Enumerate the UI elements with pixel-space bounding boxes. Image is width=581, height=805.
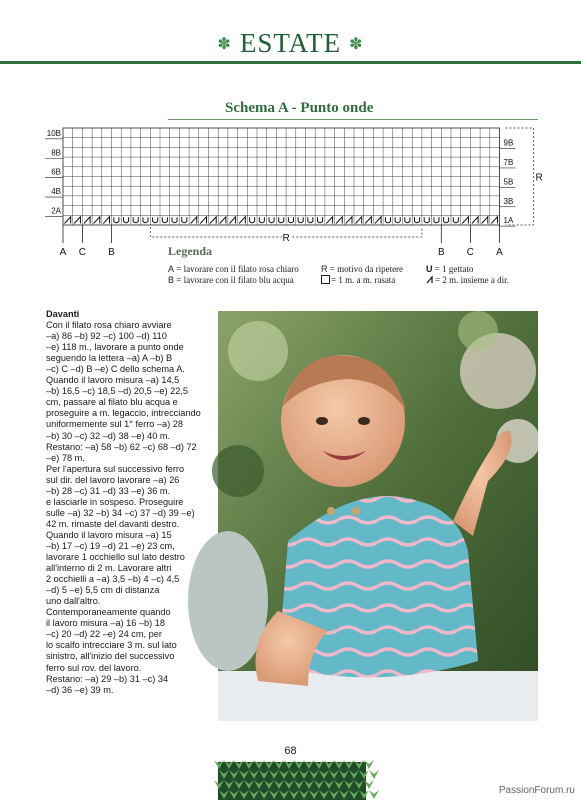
- flower-ornament-icon: ✽: [349, 35, 364, 53]
- text-line: Quando il lavoro misura –a) 14,5: [46, 375, 180, 386]
- legend-item: B = lavorare con il filato blu acqua: [168, 275, 294, 285]
- text-line: cm, passare al filato blu acqua e: [46, 397, 178, 408]
- row-label-left: 10B: [46, 128, 61, 138]
- size-label-right: A: [496, 247, 503, 258]
- row-label-right: 3B: [503, 196, 514, 206]
- text-line: –d) 5 –e) 5,5 cm di distanza: [46, 585, 160, 596]
- row-label-left: 8B: [51, 148, 61, 158]
- text-line: Per l'apertura sul successivo ferro: [46, 463, 185, 474]
- text-line: Con il filato rosa chiaro avviare: [46, 320, 172, 331]
- text-line: –b) 16,5 –c) 18,5 –d) 20,5 –e) 22,5: [46, 386, 188, 397]
- text-line: –d) 36 –e) 39 m.: [46, 684, 114, 695]
- stockinette-square-icon: [321, 275, 330, 284]
- page-header: [0, 0, 581, 66]
- size-label-right: B: [437, 247, 445, 258]
- text-line: Contemporaneamente quando: [46, 607, 171, 618]
- header-title: [0, 26, 581, 59]
- k2tog-icon: [426, 276, 435, 284]
- legend-item: R = motivo da ripetere: [321, 264, 404, 274]
- legend-item: A = lavorare con il filato rosa chiaro: [168, 264, 299, 274]
- section-title: ESTATE: [239, 28, 342, 59]
- text-line: –a) 86 –b) 92 –c) 100 –d) 110: [46, 331, 167, 342]
- repeat-label-bottom: R: [282, 233, 290, 244]
- instructions-heading: Davanti: [46, 309, 80, 319]
- text-line: proseguire a m. legaccio, intrecciando: [46, 408, 201, 419]
- header-rule: [0, 61, 581, 64]
- schema-title: Schema A - Punto onde: [225, 100, 374, 116]
- row-label-right: 1A: [503, 216, 514, 226]
- legend-item: U = 1 gettato: [426, 264, 474, 274]
- size-label-left: C: [78, 247, 87, 258]
- size-label-left: B: [108, 247, 115, 258]
- text-line: –b) 30 –c) 32 –d) 38 –e) 40 m.: [46, 430, 171, 441]
- size-label-right: C: [466, 247, 475, 258]
- row-label-right: 7B: [503, 157, 514, 167]
- watermark: PassionForum.ru: [498, 785, 575, 796]
- row-label-left: 4B: [51, 187, 61, 197]
- legend-item: = 2 m. insieme a dir.: [426, 275, 509, 285]
- text-line: sulle –a) 32 –b) 34 –c) 37 –d) 39 –e): [46, 507, 195, 518]
- row-label-right: 9B: [503, 138, 514, 148]
- legend-item: = 1 m. a m. rasata: [321, 275, 395, 285]
- text-line: 42 m. rimaste del davanti destro.: [46, 518, 180, 529]
- text-line: 2 occhielli a –a) 3,5 –b) 4 –c) 4,5: [46, 574, 180, 585]
- text-line: il lavoro misura –a) 16 –b) 18: [46, 618, 165, 629]
- repeat-label-right: R: [535, 172, 543, 184]
- text-line: lo scalfo intrecciare 3 m. sul lato: [46, 640, 177, 651]
- size-label-left: A: [59, 247, 67, 258]
- text-line: Restano: –a) 58 –b) 62 –c) 68 –d) 72: [46, 441, 197, 452]
- flower-ornament-icon: ✽: [217, 35, 232, 53]
- text-line: ferro sul rov. del lavoro.: [46, 662, 142, 673]
- text-line: uniformemente sul 1° ferro –a) 28: [46, 419, 183, 430]
- text-line: –c) 20 –d) 22 –e) 24 cm, per: [46, 629, 162, 640]
- text-line: sinistro, all'inizio del successivo: [46, 651, 175, 662]
- text-line: –b) 17 –c) 19 –d) 21 –e) 23 cm,: [46, 540, 175, 551]
- text-line: –c) C –d) B –e) C dello schema A.: [46, 364, 185, 375]
- legend-title: Legenda: [168, 244, 213, 258]
- row-label-right: 5B: [503, 177, 514, 187]
- text-line: –e) 118 m., lavorare a punto onde: [46, 342, 184, 353]
- text-line: –b) 28 –c) 31 –d) 33 –e) 36 m.: [46, 485, 171, 496]
- baby-photo: [218, 311, 538, 721]
- instructions-text: [46, 309, 212, 696]
- row-label-left: 6B: [51, 167, 61, 177]
- text-line: –e) 78 m.: [46, 452, 85, 463]
- text-line: Quando il lavoro misura –a) 15: [46, 529, 172, 540]
- text-line: seguendo la lettera –a) A –b) B: [46, 353, 173, 364]
- text-line: all'interno di 2 m. Lavorare altri: [46, 563, 172, 574]
- row-label-left: 2A: [51, 206, 61, 216]
- text-line: lavorare 1 occhiello sul lato destro: [46, 552, 185, 563]
- page-number: 68: [284, 745, 297, 757]
- text-line: sul dir. del lavoro lavorare –a) 26: [46, 474, 180, 485]
- text-line: Restano: –a) 29 –b) 31 –c) 34: [46, 673, 169, 684]
- text-line: e lasciarle in sospeso. Proseguire: [46, 496, 184, 507]
- text-line: uno dall'altro.: [46, 596, 101, 607]
- knit-texture-strip: [218, 762, 366, 800]
